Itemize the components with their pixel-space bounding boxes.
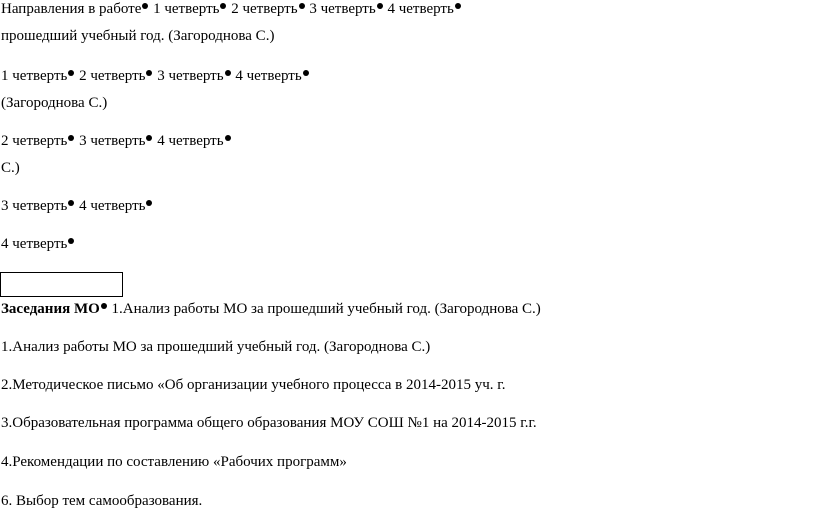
list-item: 2.Методическое письмо «Об организации учебного процесса в 2014-2015 уч. г.: [1, 377, 506, 393]
bullet-icon: [225, 70, 231, 76]
directions-label: Направления в работе: [1, 1, 142, 17]
bullet-icon: [377, 3, 383, 9]
bullet-icon: [68, 70, 74, 76]
quarter-4: 4 четверть: [157, 133, 224, 149]
quarter-3: 3 четверть: [157, 68, 224, 84]
text-line: (Загороднова С.): [1, 95, 108, 111]
quarter-1: 1 четверть: [153, 1, 220, 17]
quarter-3: 3 четверть: [309, 1, 376, 17]
text-line: прошедший учебный год. (Загороднова С.): [1, 28, 275, 44]
quarter-4: 4 четверть: [1, 236, 68, 252]
list-item: 6. Выбор тем самообразования.: [1, 493, 203, 509]
bullet-icon: [101, 303, 107, 309]
meeting-text: 1.Анализ работы МО за прошедший учебный год. (Загороднова С.): [111, 301, 541, 317]
quarters-row: [1, 235, 75, 253]
quarter-2: 2 четверть: [1, 133, 68, 149]
quarter-2: 2 четверть: [231, 1, 298, 17]
bullet-icon: [68, 135, 74, 141]
quarters-row: [1, 132, 232, 150]
bullet-icon: [146, 200, 152, 206]
list-item: 1.Анализ работы МО за прошедший учебный год. (Загороднова С.): [1, 339, 431, 355]
bullet-icon: [68, 238, 74, 244]
list-item: 3.Образовательная программа общего образования МОУ СОШ №1 на 2014-2015 г.г.: [1, 415, 537, 431]
bullet-icon: [220, 3, 226, 9]
bullet-icon: [225, 135, 231, 141]
meeting-row: [1, 300, 541, 318]
bullet-icon: [303, 70, 309, 76]
meeting-label: Заседания МО: [1, 301, 100, 317]
list-item: 4.Рекомендации по составлению «Рабочих программ»: [1, 454, 347, 470]
quarter-4: 4 четверть: [235, 68, 302, 84]
quarter-2: 2 четверть: [79, 68, 146, 84]
quarter-1: 1 четверть: [1, 68, 68, 84]
bullet-icon: [146, 70, 152, 76]
quarters-row: [1, 67, 310, 85]
quarter-3: 3 четверть: [1, 198, 68, 214]
quarters-row: [1, 197, 153, 215]
text-line: С.): [1, 160, 20, 176]
bullet-icon: [142, 3, 148, 9]
bullet-icon: [299, 3, 305, 9]
quarter-4: 4 четверть: [387, 1, 454, 17]
bullet-icon: [455, 3, 461, 9]
quarter-3: 3 четверть: [79, 133, 146, 149]
bullet-icon: [146, 135, 152, 141]
empty-frame: [0, 272, 123, 297]
quarter-4: 4 четверть: [79, 198, 146, 214]
bullet-icon: [68, 200, 74, 206]
directions-row: [1, 0, 462, 18]
